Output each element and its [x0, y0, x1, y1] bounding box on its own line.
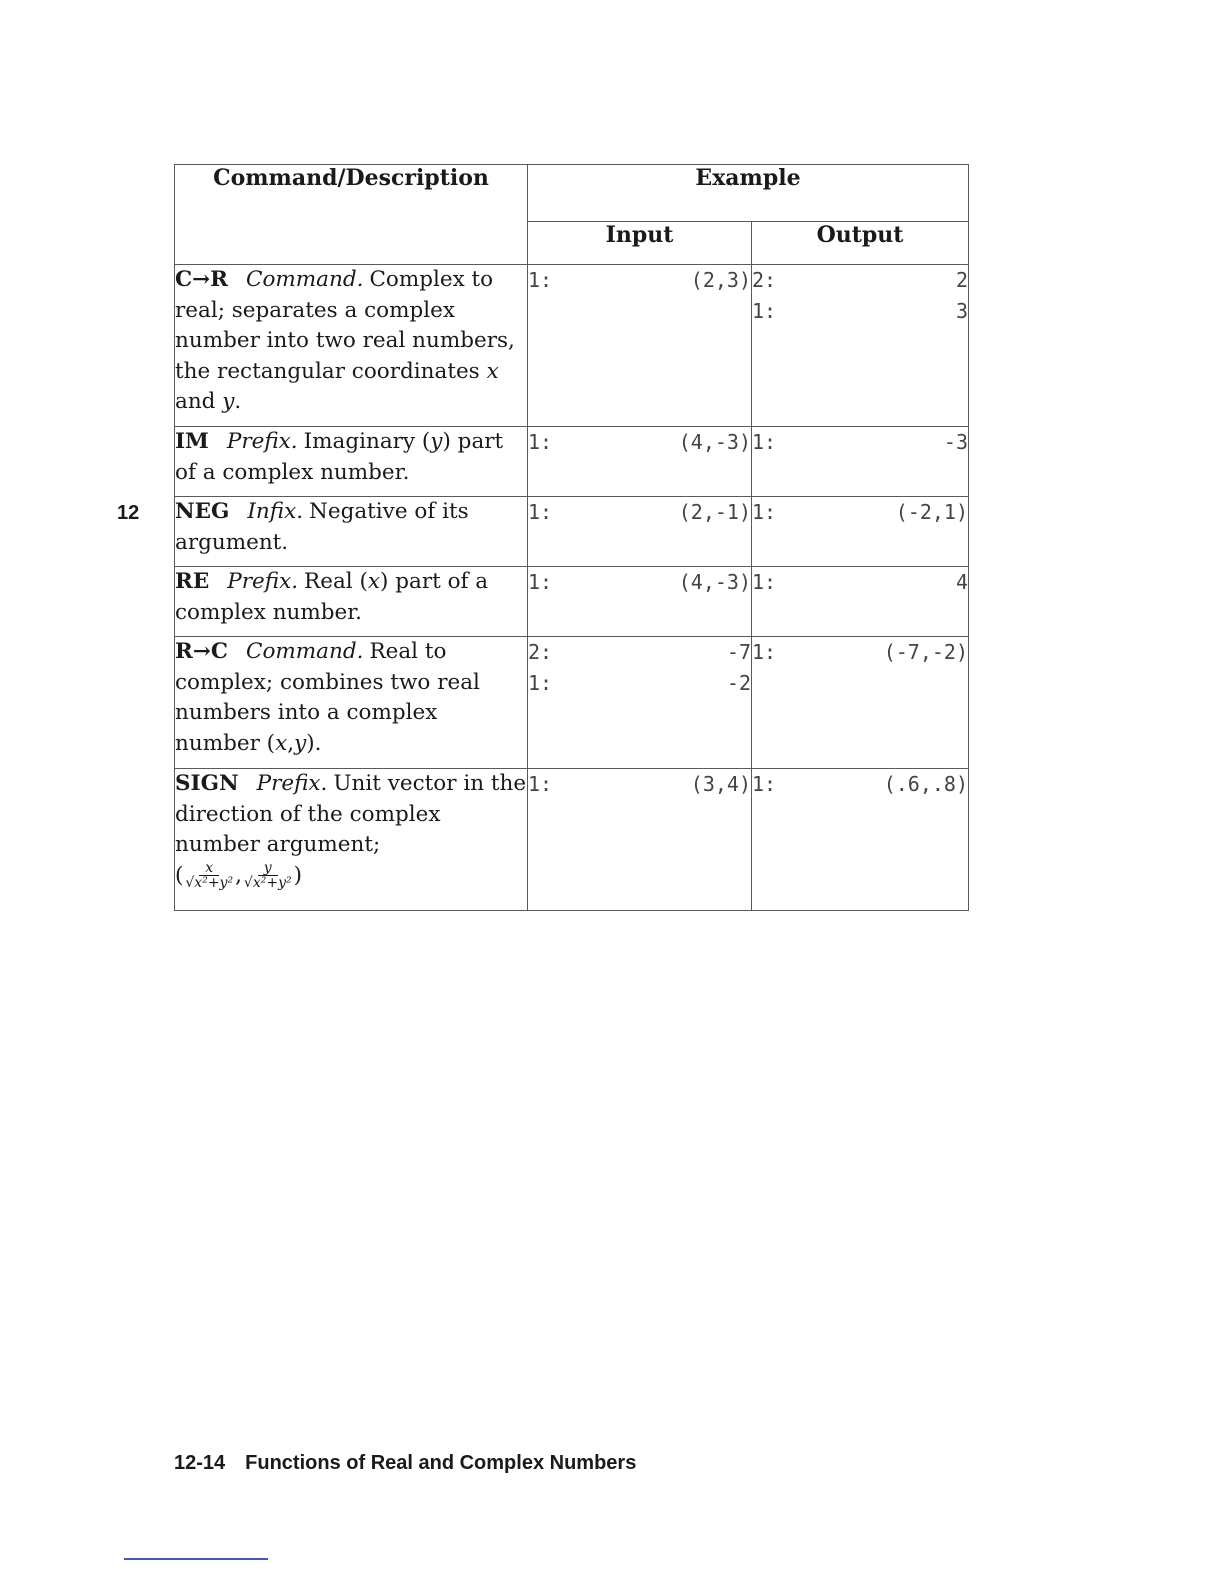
stack-value: 4 [955, 570, 968, 594]
chapter-tab: 12 [117, 502, 140, 524]
stack-level: 1: [752, 772, 777, 796]
output-cell [752, 265, 969, 427]
output-cell [752, 567, 969, 637]
stack-value: (4,-3) [678, 570, 751, 594]
stack-line [752, 427, 968, 458]
description-text: Real ( [304, 569, 368, 594]
table-row [175, 427, 969, 497]
stack-value: -7 [726, 640, 751, 664]
stack-value: 2 [955, 268, 968, 292]
description-text: ) part of a complex number. [175, 429, 504, 485]
stack-level: 1: [528, 670, 553, 695]
stack-line [752, 567, 968, 598]
math-var: x [486, 358, 499, 384]
description-text: Unit vector in the direction of the complex number argument; [175, 771, 527, 857]
bottom-rule [124, 1558, 268, 1560]
fraction-numerator: x [199, 861, 219, 876]
formula-paren: ( [175, 862, 184, 888]
command-kind: Prefix. [226, 429, 298, 454]
stack-value: (-2,1) [895, 500, 968, 524]
description-text: , [287, 730, 295, 756]
input-cell [528, 567, 752, 637]
stack-line [752, 296, 968, 327]
math-var: x [367, 569, 381, 594]
stack-line [528, 637, 751, 668]
table-row [175, 497, 969, 567]
math-var: y [294, 730, 307, 756]
page-number: 12-14 [174, 1452, 226, 1474]
stack-level: 1: [528, 570, 553, 594]
fraction-denominator: √x²+y² [185, 875, 234, 891]
formula-separator: , [235, 862, 242, 888]
fraction-denominator: √x²+y² [243, 875, 292, 891]
stack-line [752, 265, 968, 296]
command-reference-table [174, 164, 969, 911]
description-text: . [234, 389, 242, 414]
description-cell [175, 567, 528, 637]
command-name: SIGN [175, 771, 239, 796]
output-cell [752, 427, 969, 497]
description-text: Imaginary ( [303, 429, 431, 454]
unit-vector-formula [175, 860, 302, 891]
stack-level: 2: [752, 268, 777, 292]
stack-level: 1: [528, 772, 553, 796]
stack-level: 1: [752, 640, 777, 664]
stack-level: 1: [528, 268, 553, 292]
description-text: Real to complex; combines two real numbers into a complex number ( [175, 639, 480, 756]
description-cell [175, 497, 528, 567]
command-name: IM [175, 429, 209, 454]
stack-line [528, 668, 751, 699]
command-name: R→C [175, 639, 228, 664]
stack-value: (4,-3) [678, 430, 751, 454]
description-text: ) part of a complex number. [175, 569, 489, 625]
table-row [175, 637, 969, 769]
fraction-y [244, 861, 292, 890]
stack-line [752, 637, 968, 668]
command-kind: Prefix. [256, 771, 328, 796]
stack-level: 1: [752, 430, 777, 454]
stack-value: (.6,.8) [883, 772, 968, 796]
stack-line [528, 769, 751, 800]
command-kind: Prefix. [227, 569, 299, 594]
stack-line [528, 265, 751, 296]
formula-paren: ) [293, 862, 302, 888]
stack-value: (2,-1) [678, 500, 751, 524]
stack-line [752, 497, 968, 528]
stack-level: 1: [528, 430, 553, 454]
command-kind: Command. [246, 267, 364, 292]
description-cell [175, 265, 528, 427]
stack-line [528, 567, 751, 598]
command-name: NEG [175, 499, 230, 524]
math-var: y [430, 429, 443, 454]
input-cell [528, 637, 752, 769]
input-header: Input [528, 222, 752, 265]
command-name: RE [175, 569, 210, 594]
fraction-x [185, 861, 233, 890]
description-text: Negative of its argument. [175, 499, 469, 555]
description-cell [175, 769, 528, 911]
stack-level: 1: [752, 570, 777, 594]
command-name: C→R [175, 267, 228, 292]
stack-line [528, 497, 751, 528]
description-text: Complex to real; separates a complex number into two real numbers, the rectangular coordinates [175, 267, 515, 384]
chapter-title: Functions of Real and Complex Numbers [245, 1452, 637, 1474]
table-row [175, 567, 969, 637]
output-cell [752, 637, 969, 769]
stack-level: 2: [528, 640, 553, 664]
stack-value: -2 [726, 670, 751, 695]
math-var: y [222, 389, 235, 414]
stack-value: -3 [943, 430, 968, 454]
math-var: x [275, 730, 288, 756]
input-cell [528, 265, 752, 427]
input-cell [528, 427, 752, 497]
stack-level: 1: [752, 500, 777, 524]
table-row [175, 769, 969, 911]
stack-value: (3,4) [690, 772, 751, 796]
stack-value: (2,3) [690, 268, 751, 292]
output-header: Output [752, 222, 969, 265]
fraction-numerator: y [258, 861, 278, 876]
description-text: and [175, 389, 223, 414]
description-cell [175, 427, 528, 497]
page-footer [174, 1452, 636, 1475]
example-header: Example [528, 165, 969, 222]
stack-level: 1: [528, 500, 553, 524]
stack-level: 1: [752, 298, 777, 323]
command-kind: Infix. [247, 499, 304, 524]
table-row [175, 265, 969, 427]
command-kind: Command. [246, 639, 364, 664]
description-cell [175, 637, 528, 769]
stack-line [528, 427, 751, 458]
stack-line [752, 769, 968, 800]
command-description-header: Command/Description [175, 165, 528, 265]
stack-value: 3 [955, 298, 968, 323]
description-text: ). [306, 730, 322, 756]
input-cell [528, 769, 752, 911]
stack-value: (-7,-2) [883, 640, 968, 664]
output-cell [752, 497, 969, 567]
input-cell [528, 497, 752, 567]
output-cell [752, 769, 969, 911]
